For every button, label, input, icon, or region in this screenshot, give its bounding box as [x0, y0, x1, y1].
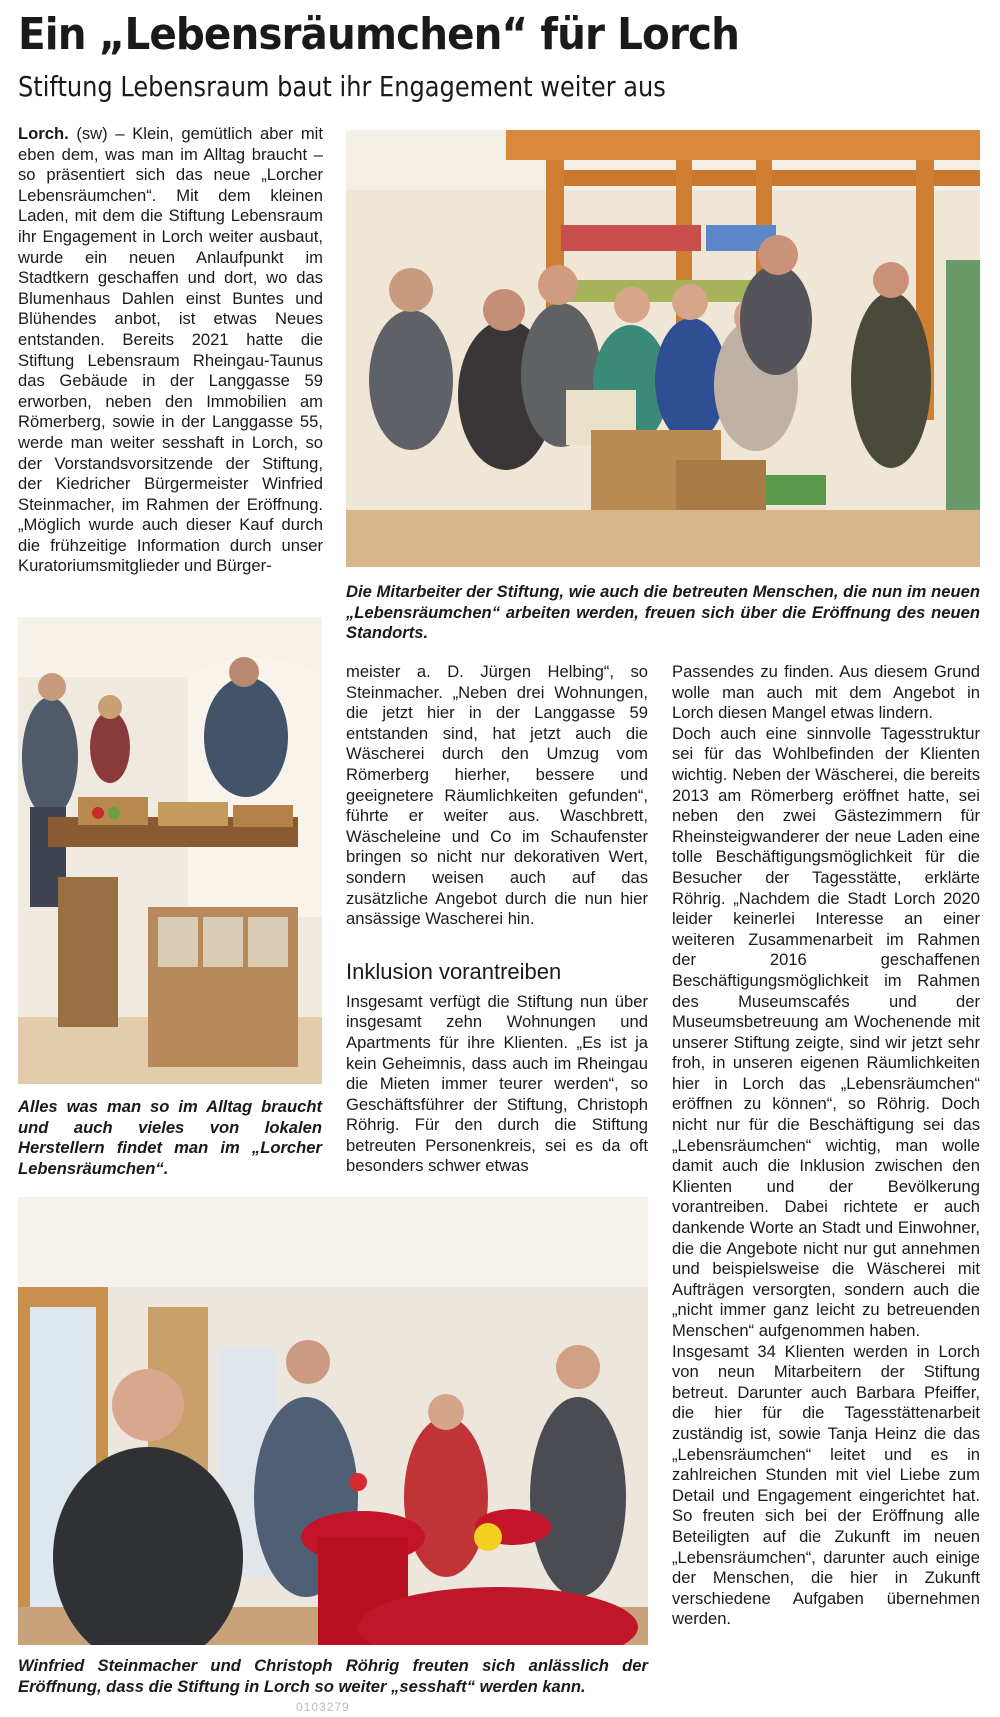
caption-photo-3: Winfried Steinmacher und Christoph Röhrig freuten sich anlässlich der Eröffnung, dass die Stiftung in Lorch so weiter „sesshaft“ werden kann. [18, 1656, 648, 1696]
column-2-paragraph: meister a. D. Jürgen Helbing“, so Steinmacher. „Neben drei Wohnungen, die jetzt hier in der Langgasse 59 entstanden sind, hat jetzt auch die Wäscherei durch den Umzug vom Römerberg hierher, bessere und geeignetere Räumlichkeiten gefunden“, führte er weiter aus. Waschbrett, Wäscheleine und Co im Schaufenster bringen so nicht nur dekorativen Wert, sondern weisen auch auf das zusätzliche Angebot durch die nun hier ansässige Wascherei hin. [346, 662, 648, 929]
column-3-paragraph-3: Insgesamt 34 Klienten werden in Lorch von neun Mitarbeitern der Stiftung betreut. Darunter auch Barbara Pfeiffer, die hier für die Tagesstättenarbeit zuständig ist, sowie Tanja Heinz die das „Lebensräumchen“ leitet und es in zahlreichen Stunden mit viel Liebe zum Detail und Engagement eingerichtet hat. So freuten sich bei der Eröffnung alle Beteiligten auf die Zukunft im neuen „Lebensräumchen“, darunter auch einige der Menschen, die hier in Zukunft verschiedene Aufgaben übernehmen werden. [672, 1341, 980, 1629]
photo-group-in-shop [346, 130, 980, 567]
headline: Ein „Lebensräumchen“ für Lorch [18, 9, 739, 60]
caption-photo-2: Alles was man so im Alltag braucht und auch vieles von lokalen Herstellern findet man im „Lorcher Lebensräumchen“. [18, 1097, 322, 1178]
column-2-paragraph-2: Insgesamt verfügt die Stiftung nun über insgesamt zehn Wohnungen und Apartments für ihre Klienten. „Es ist ja kein Geheimnis, dass auch im Rheingau die Mieten immer teurer werden“, so Geschäftsführer der Stiftung, Christoph Röhrig. Für den durch die Stiftung betreuten Personenkreis, sei es da oft besonders schwer etwas [346, 991, 648, 1176]
column-3-paragraph-1: Passendes zu finden. Aus diesem Grund wolle man auch mit dem Angebot in Lorch diesen Mangel etwas lindern. [672, 662, 980, 723]
caption-photo-1: Die Mitarbeiter der Stiftung, wie auch die betreuten Menschen, die nun im neuen „Lebensräumchen“ arbeiten werden, freuen sich über die Eröffnung des neuen Standorts. [346, 582, 980, 643]
intro-text: (sw) – Klein, gemütlich aber mit eben dem, was man im Alltag braucht – so präsentiert sich das neue „Lorcher Lebensräumchen“. Mit dem kleinen Laden, mit dem die Stiftung Lebensraum ihr Engagement in Lorch weiter ausbaut, wurde ein neuen Anlaufpunkt im Stadtkern geschaffen und dort, wo das Blumenhaus Dahlen einst Buntes und Blühendes anbot, ist etwas Neues entstanden. Bereits 2021 hatte die Stiftung Lebensraum Rheingau-Taunus das Gebäude in der Langgasse 59 erworben, neben den Immobilien am Römerberg, sowie in der Langgasse 55, werde man weiter sesshaft in Lorch, so der Vorstandsvorsitzende der Stiftung, der Kiedricher Bürgermeister Winfried Steinmacher, im Rahmen der Eröffnung. „Möglich wurde auch dieser Kauf durch die frühzeitige Information durch unser Kuratoriumsmitglieder und Bürger- [18, 124, 323, 576]
photo-code: 0103279 [296, 1700, 350, 1714]
photo-opening-speakers [18, 1197, 648, 1645]
subheadline: Stiftung Lebensraum baut ihr Engagement weiter aus [18, 70, 666, 103]
photo-shop-interior [18, 617, 322, 1084]
article-column-1 [18, 124, 323, 577]
column-3-paragraph-2: Doch auch eine sinnvolle Tagesstruktur sei für das Wohlbefinden der Klienten wichtig. Neben der Wäscherei, die bereits 2013 am Römerberg eröffnet hatte, sei neben den zwei Gästezimmern für Rheinsteigwanderer der neue Laden eine tolle Beschäftigungsmöglichkeit für die Besucher der Tagesstätte, erklärte Röhrig. „Nachdem die Stadt Lorch 2020 leider keinerlei Interesse an einer weiteren Zusammenarbeit im Rahmen der 2016 geschaffenen Beschäftigungsmöglichkeit im Rahmen des Museumscafés und der Museumsbetreuung am Wochenende mit unserer Stiftung zeigte, sind wir jetzt sehr froh, in unseren eigenen Räumlichkeiten hier in Lorch das „Lebensräumchen“ eröffnen zu können“, so Röhrig. Doch nicht nur für die Beschäftigung sei das „Lebensräumchen“ wichtig, man wolle damit auch die Inklusion zwischen den Klienten und der Bevölkerung vorantreiben. Dabei richtete er auch dankende Worte an Stadt und Einwohner, die die Angebote nicht nur gut annehmen und beispielsweise die Wäscherei mit Aufträgen versorgten, sondern auch die „nicht immer ganz leicht zu betreuenden Menschen“ aufgenommen haben. [672, 723, 980, 1340]
article-column-2 [346, 662, 648, 1177]
article-column-3 [672, 662, 980, 1630]
dateline: Lorch. [18, 124, 69, 143]
article-intro [18, 124, 323, 577]
intertitle: Inklusion vorantreiben [346, 958, 562, 984]
